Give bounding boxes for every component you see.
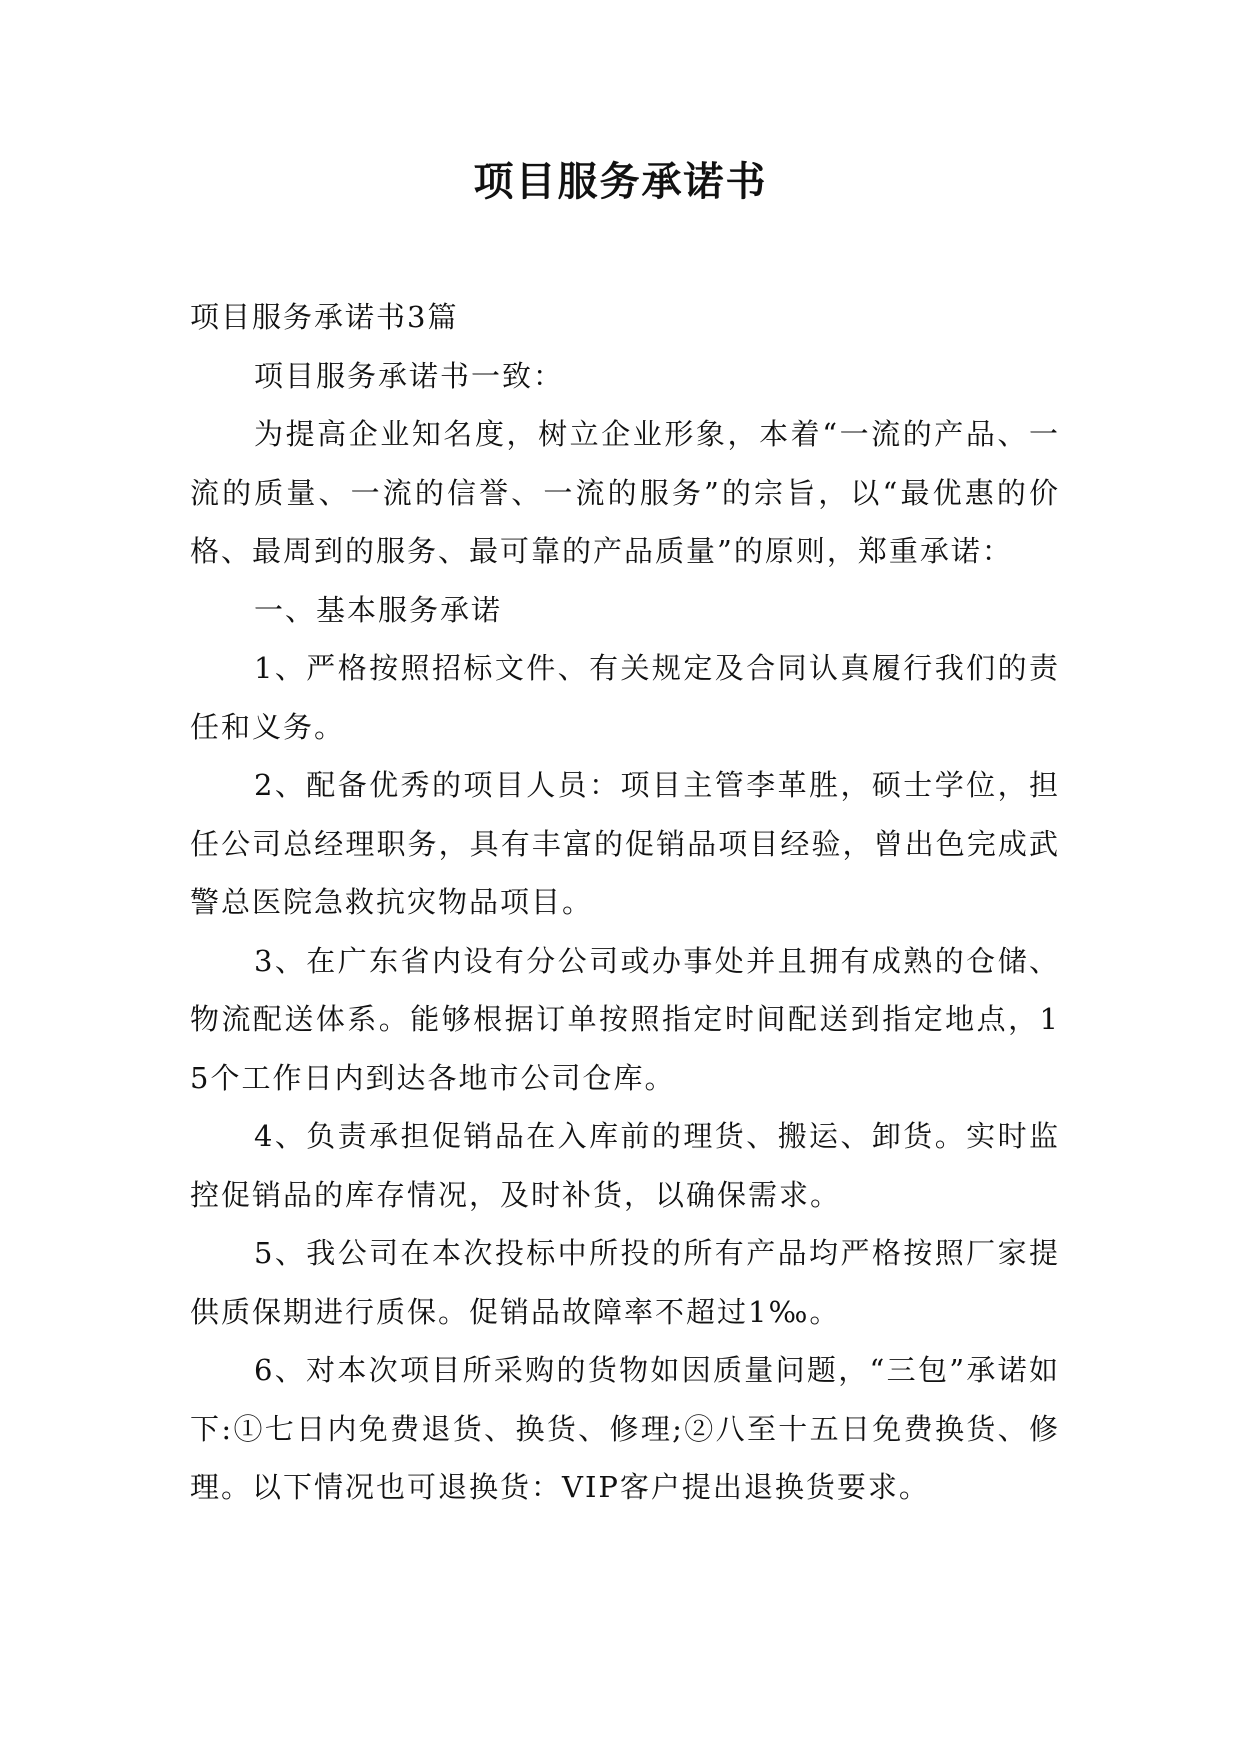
paragraph-intro: 为提高企业知名度，树立企业形象，本着“一流的产品、一流的质量、一流的信誉、一流的服务”的宗旨，以“最优惠的价格、最周到的服务、最可靠的产品质量”的原则，郑重承诺：: [190, 417, 1060, 568]
paragraph-item-2: 2、配备优秀的项目人员：项目主管李革胜，硕士学位，担任公司总经理职务，具有丰富的促销品项目经验，曾出色完成武警总医院急救抗灾物品项目。: [190, 768, 1060, 919]
document-title: 项目服务承诺书: [473, 159, 768, 205]
document-body: [190, 288, 1060, 1517]
paragraph-item-4: 4、负责承担促销品在入库前的理货、搬运、卸货。实时监控促销品的库存情况，及时补货，以确保需求。: [190, 1119, 1060, 1212]
section-heading: 一、基本服务承诺: [254, 592, 503, 627]
document-subtitle: 项目服务承诺书3篇: [190, 300, 459, 334]
paragraph-item-1: 1、严格按照招标文件、有关规定及合同认真履行我们的责任和义务。: [190, 651, 1060, 744]
paragraph-item-6: 6、对本次项目所采购的货物如因质量问题，“三包”承诺如下:①七日内免费退货、换货、修理;②八至十五日免费换货、修理。以下情况也可退换货：VIP客户提出退换货要求。: [190, 1353, 1060, 1504]
paragraph-item-5: 5、我公司在本次投标中所投的所有产品均严格按照厂家提供质保期进行质保。促销品故障率不超过1‰。: [190, 1236, 1060, 1329]
paragraph-opening: 项目服务承诺书一致：: [254, 358, 565, 393]
paragraph-item-3: 3、在广东省内设有分公司或办事处并且拥有成熟的仓储、物流配送体系。能够根据订单按照指定时间配送到指定地点，15个工作日内到达各地市公司仓库。: [190, 943, 1060, 1095]
